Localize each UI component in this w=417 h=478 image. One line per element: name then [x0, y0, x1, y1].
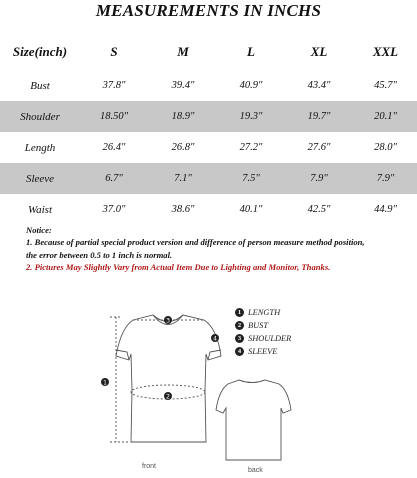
legend-label: SHOULDER	[248, 334, 292, 343]
marker-bust-label: 2	[166, 393, 170, 401]
row-label: Sleeve	[0, 163, 80, 194]
table-row	[0, 70, 417, 101]
legend-item	[235, 332, 355, 345]
notice-line-2: the error between 0.5 to 1 inch is normal.	[26, 249, 173, 260]
table-cell: 18.50"	[80, 101, 148, 132]
legend-label: LENGTH	[248, 308, 281, 317]
legend-item	[235, 319, 355, 332]
table-cell: 7.9"	[284, 163, 354, 194]
marker-shoulder-label: 3	[166, 317, 170, 325]
row-label: Length	[24, 141, 56, 154]
legend-label: SLEEVE	[248, 347, 278, 356]
size-chart-table	[0, 33, 417, 225]
table-cell: 20.1"	[354, 101, 417, 132]
table-cell: 27.2"	[239, 142, 263, 153]
table-header-row	[0, 33, 417, 70]
table-cell: 18.9"	[148, 101, 218, 132]
table-cell: 38.6"	[171, 204, 195, 215]
legend-number: 2	[235, 321, 244, 330]
notice-header: Notice:	[26, 225, 52, 235]
table-cell: 19.7"	[284, 101, 354, 132]
header-cell: L	[247, 43, 255, 59]
table-cell: 27.6"	[307, 142, 331, 153]
table-cell: 40.1"	[239, 204, 263, 215]
table-cell: 42.5"	[307, 204, 331, 215]
table-cell: 39.4"	[171, 80, 195, 91]
back-shirt-drawing	[216, 380, 291, 460]
marker-length-label: 1	[103, 379, 107, 387]
table-cell: 43.4"	[307, 80, 331, 91]
table-row	[0, 163, 417, 194]
table-cell: 45.7"	[374, 80, 397, 91]
measurement-legend	[235, 306, 355, 358]
table-cell: 7.5"	[218, 163, 284, 194]
header-cell: XL	[310, 43, 328, 59]
notice-block	[26, 224, 411, 274]
table-cell: 7.9"	[354, 163, 417, 194]
table-cell: 37.0"	[102, 204, 126, 215]
legend-number: 1	[235, 308, 244, 317]
row-label: Bust	[30, 79, 50, 92]
header-cell: S	[110, 43, 118, 59]
table-cell: 26.8"	[171, 142, 195, 153]
table-cell: 28.0"	[374, 142, 397, 153]
table-cell: 40.9"	[239, 80, 263, 91]
table-cell: 37.8"	[102, 80, 126, 91]
header-cell: XXL	[372, 43, 399, 59]
table-row	[0, 194, 417, 225]
diagram-marker-length	[101, 378, 109, 386]
legend-number: 4	[235, 347, 244, 356]
marker-sleeve-label: 4	[213, 335, 217, 343]
notice-line-1: 1. Because of partial special product version and difference of person measure method position,	[26, 237, 365, 248]
back-caption: back	[248, 467, 263, 474]
row-label: Shoulder	[0, 101, 80, 132]
row-label: Waist	[27, 203, 53, 216]
table-cell: 26.4"	[102, 142, 126, 153]
legend-item	[235, 306, 355, 319]
front-shirt-drawing	[110, 315, 221, 442]
legend-item	[235, 345, 355, 358]
legend-number: 3	[235, 334, 244, 343]
table-cell: 19.3"	[218, 101, 284, 132]
table-cell: 7.1"	[148, 163, 218, 194]
header-cell: Size(inch)	[12, 43, 68, 59]
front-caption: front	[142, 463, 157, 470]
page-title: MEASUREMENTS IN INCHS	[95, 1, 322, 20]
legend-label: BUST	[248, 321, 269, 330]
notice-line-3: 2. Pictures May Slightly Vary from Actual Item Due to Lighting and Monitor, Thanks.	[26, 262, 331, 273]
table-cell: 44.9"	[374, 204, 397, 215]
table-row	[0, 132, 417, 163]
table-row	[0, 101, 417, 132]
table-cell: 6.7"	[80, 163, 148, 194]
header-cell: M	[177, 43, 189, 59]
